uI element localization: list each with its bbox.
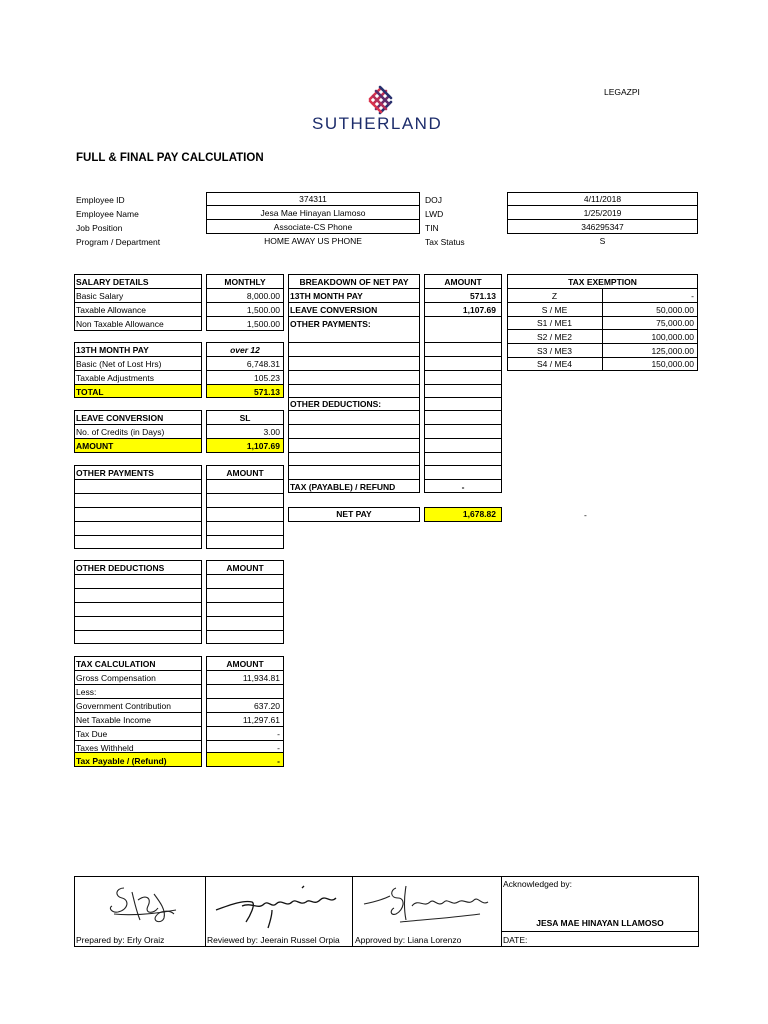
- breakdown-header: BREAKDOWN OF NET PAY: [299, 277, 409, 287]
- taxable-allowance-value: 1,500.00: [246, 305, 280, 315]
- location-label: LEGAZPI: [604, 87, 640, 97]
- sutherland-logo-icon: [364, 84, 396, 116]
- doj-value: 4/11/2018: [583, 194, 622, 204]
- page-title: FULL & FINAL PAY CALCULATION: [76, 152, 264, 164]
- job-position-value: Associate-CS Phone: [273, 222, 353, 232]
- employee-id-label: Employee ID: [76, 195, 125, 205]
- credits-label: No. of Credits (in Days): [76, 427, 165, 437]
- program-label: Program / Department: [76, 237, 161, 247]
- prepared-signature-icon: [94, 880, 184, 930]
- basic-salary-label: Basic Salary: [76, 291, 124, 301]
- breakdown-tax-label: TAX (PAYABLE) / REFUND: [290, 482, 396, 492]
- net-taxable-income-value: 11,297.61: [242, 715, 280, 725]
- reviewed-signature-icon: [212, 884, 346, 930]
- tax-payable-label: Tax Payable / (Refund): [76, 756, 167, 766]
- tax-payable-value: -: [277, 756, 280, 766]
- taxes-withheld-label: Taxes Withheld: [76, 743, 134, 753]
- prepared-by-label: Prepared by: Erly Oraiz: [76, 935, 165, 945]
- breakdown-leave-label: LEAVE CONVERSION: [290, 305, 378, 315]
- exemption-value: 100,000.00: [651, 332, 694, 342]
- exemption-value: 75,000.00: [656, 318, 694, 328]
- net-taxable-income-label: Net Taxable Income: [76, 715, 151, 725]
- approved-signature-icon: [360, 880, 496, 930]
- tax-due-value: -: [277, 729, 280, 739]
- non-taxable-allowance-value: 1,500.00: [246, 319, 280, 329]
- exemption-code: S / ME: [541, 305, 568, 315]
- basic-net-value: 6,748.31: [246, 359, 280, 369]
- salary-monthly-header: MONTHLY: [224, 277, 266, 287]
- non-taxable-allowance-label: Non Taxable Allowance: [76, 319, 164, 329]
- credits-value: 3.00: [263, 427, 280, 437]
- gross-compensation-label: Gross Compensation: [76, 673, 156, 683]
- government-contribution-value: 637.20: [254, 701, 280, 711]
- program-value: HOME AWAY US PHONE: [264, 236, 362, 246]
- exemption-code: S3 / ME3: [537, 346, 572, 356]
- tin-label: TIN: [425, 223, 439, 233]
- employee-id-value: 374311: [299, 194, 327, 204]
- exemption-code: S4 / ME4: [537, 359, 572, 369]
- doj-label: DOJ: [425, 195, 442, 205]
- tax-exemption-header: TAX EXEMPTION: [568, 277, 637, 287]
- exemption-value: 50,000.00: [656, 305, 694, 315]
- exemption-code: S2 / ME2: [537, 332, 572, 342]
- acknowledged-by-label: Acknowledged by:: [503, 879, 572, 889]
- breakdown-other-deductions-label: OTHER DEDUCTIONS:: [290, 399, 382, 409]
- employee-name-value: Jesa Mae Hinayan Llamoso: [260, 208, 366, 218]
- basic-net-label: Basic (Net of Lost Hrs): [76, 359, 162, 369]
- taxable-allowance-label: Taxable Allowance: [76, 305, 146, 315]
- reviewed-by-label: Reviewed by: Jeerain Russel Orpia: [207, 935, 340, 945]
- net-pay-value: 1,678.82: [462, 509, 496, 519]
- tax-calculation-header: TAX CALCULATION: [76, 659, 156, 669]
- net-pay-label: NET PAY: [336, 509, 372, 519]
- thirteenth-total-label: TOTAL: [76, 387, 104, 397]
- employee-name-label: Employee Name: [76, 209, 139, 219]
- tax-calculation-amount-header: AMOUNT: [226, 659, 264, 669]
- lwd-label: LWD: [425, 209, 444, 219]
- leave-amount-label: AMOUNT: [76, 441, 114, 451]
- tax-status-label: Tax Status: [425, 237, 465, 247]
- exemption-code: Z: [551, 291, 558, 301]
- breakdown-thirteenth-label: 13TH MONTH PAY: [290, 291, 363, 301]
- breakdown-other-payments-label: OTHER PAYMENTS:: [290, 319, 371, 329]
- sutherland-logo-text: SUTHERLAND: [312, 114, 443, 133]
- thirteenth-total-value: 571.13: [254, 387, 280, 397]
- date-label: DATE:: [503, 935, 528, 945]
- net-pay-note: -: [584, 510, 587, 520]
- breakdown-thirteenth-value: 571.13: [470, 291, 496, 301]
- job-position-label: Job Position: [76, 223, 123, 233]
- approved-by-label: Approved by: Liana Lorenzo: [355, 935, 462, 945]
- other-payments-amount-header: AMOUNT: [226, 468, 264, 478]
- government-contribution-label: Government Contribution: [76, 701, 171, 711]
- breakdown-tax-value: -: [461, 482, 465, 492]
- other-payments-header: OTHER PAYMENTS: [76, 468, 154, 478]
- gross-compensation-value: 11,934.81: [242, 673, 280, 683]
- leave-sl-header: SL: [239, 413, 251, 423]
- thirteenth-over-12-header: over 12: [230, 345, 260, 355]
- exemption-value: -: [691, 291, 694, 301]
- tax-due-label: Tax Due: [76, 729, 108, 739]
- leave-conversion-header: LEAVE CONVERSION: [76, 413, 164, 423]
- exemption-value: 150,000.00: [651, 359, 694, 369]
- taxable-adjustments-value: 105.23: [254, 373, 280, 383]
- tin-value: 346295347: [581, 222, 624, 232]
- breakdown-leave-value: 1,107.69: [462, 305, 496, 315]
- other-deductions-amount-header: AMOUNT: [226, 563, 264, 573]
- lwd-value: 1/25/2019: [583, 208, 622, 218]
- less-label: Less:: [76, 687, 97, 697]
- salary-details-header: SALARY DETAILS: [76, 277, 149, 287]
- basic-salary-value: 8,000.00: [246, 291, 280, 301]
- acknowledged-name: JESA MAE HINAYAN LLAMOSO: [536, 918, 664, 928]
- exemption-code: S1 / ME1: [537, 318, 572, 328]
- tax-status-value: S: [599, 236, 606, 246]
- leave-amount-value: 1,107.69: [246, 441, 280, 451]
- breakdown-amount-header: AMOUNT: [444, 277, 482, 287]
- exemption-value: 125,000.00: [651, 346, 694, 356]
- taxes-withheld-value: -: [277, 743, 280, 753]
- other-deductions-header: OTHER DEDUCTIONS: [76, 563, 165, 573]
- thirteenth-month-header: 13TH MONTH PAY: [76, 345, 149, 355]
- taxable-adjustments-label: Taxable Adjustments: [76, 373, 154, 383]
